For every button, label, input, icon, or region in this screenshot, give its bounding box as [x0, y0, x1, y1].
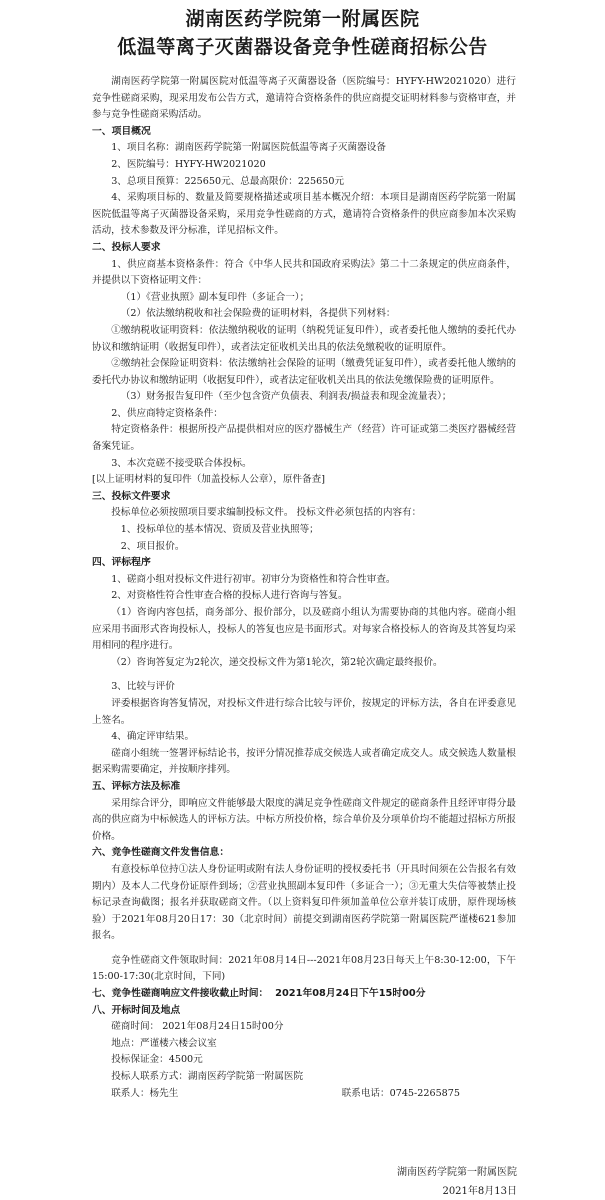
s3-p1: 投标单位必须按照项目要求编制投标文件。 投标文件必须包括的内容有： — [111, 507, 422, 519]
s4-p6: 评委根据咨询答复情况，对投标文件进行综合比较与评价，按规定的评标方法，各自在评委意见上签名。 — [92, 697, 516, 726]
announcement-body — [92, 74, 516, 1102]
section-5-heading: 五、评标方法及标准 — [92, 780, 181, 792]
s2-p9: 3、本次竞磋不接受联合体投标。 — [111, 457, 252, 469]
s8-time: 磋商时间： 2021年08月24日15时00分 — [111, 1021, 284, 1033]
section-1-heading: 一、项目概况 — [92, 125, 151, 137]
s4-p4: （2）咨询答复定为2轮次，递交投标文件为第1轮次，第2轮次确定最终报价。 — [111, 656, 443, 668]
s3-p2: 1、投标单位的基本情况、资质及营业执照等； — [120, 524, 319, 536]
s4-p2: 2、对资格性符合性审查合格的投标人进行咨询与答复。 — [111, 590, 348, 602]
s2-p5: ②缴纳社会保险证明资料：依法缴纳社会保险的证明（缴费凭证复印件），或者委托他人缴纳的委托代办协议和缴纳证明（收据复印件），或者法定征收机关出具的依法免缴保险费的证明原件。 — [92, 358, 516, 386]
section-7-heading — [92, 986, 516, 1003]
section-6-heading: 六、竞争性磋商文件发售信息： — [92, 847, 230, 859]
hospital-title: 湖南医药学院第一附属医院 — [185, 8, 420, 30]
signature-org: 湖南医药学院第一附属医院 — [397, 1167, 517, 1178]
section-2-heading: 二、投标人要求 — [92, 241, 161, 253]
section-8-heading: 八、开标时间及地点 — [92, 1004, 181, 1016]
s4-p5: 3、比较与评价 — [111, 681, 175, 693]
s5-p1: 采用综合评分，即响应文件能够最大限度的满足竞争性磋商文件规定的磋商条件且经评审得分最高的供应商为中标候选人的评标方法。中标方所投价格，综合单价及分项单价均不能超过招标方所报价格。 — [92, 797, 516, 842]
s8-place: 地点：严谨楼六楼会议室 — [111, 1037, 217, 1049]
section-3-heading: 三、投标文件要求 — [92, 490, 171, 502]
contact-phone: 联系电话：0745-2265875 — [341, 1087, 460, 1099]
s2-p10: [以上证明材料的复印件（加盖投标人公章），原件备查] — [92, 474, 325, 486]
s6-p2: 竞争性磋商文件领取时间：2021年08月14日---2021年08月23日每天上午8:30-12:00，下午15:00-17:30(北京时间，下同) — [92, 954, 516, 983]
s4-p3: （1）咨询内容包括，商务部分、报价部分，以及磋商小组认为需要协商的其他内容。磋商小组应采用书面形式咨询投标人，投标人的答复也应是书面形式。对每家合格投标人的咨询及其答复均采用相同的程序进行。 — [92, 607, 516, 652]
response-deadline: 2021年08月24日下午15时00分 — [275, 988, 426, 1000]
s2-p1: 1、供应商基本资格条件：符合《中华人民共和国政府采购法》第二十二条规定的供应商条件，并提供以下资格证明文件： — [92, 258, 516, 287]
announcement-title: 低温等离子灭菌器设备竞争性磋商招标公告 — [117, 36, 488, 58]
s6-p1: 有意投标单位持①法人身份证明或附有法人身份证明的授权委托书（开具时间须在公告报名有效期内）及本人二代身份证原件到场；②营业执照副本复印件（多证合一）；③无重大失信等被禁止投标记录查询截图；报名并获取磋商文件。（以上资料复印件须加盖单位公章并装订成册，原件现场核验）于2021年08月20日17：30（北京时间）前提交到湖南医药学院第一附属医院严谨楼621参加报名。 — [92, 863, 516, 942]
s3-p3: 2、项目报价。 — [120, 540, 185, 552]
intro-paragraph: 湖南医药学院第一附属医院对低温等离子灭菌器设备（医院编号：HYFY-HW2021020）进行竞争性磋商采购，现采用发布公告方式，邀请符合资格条件的供应商提交证明材料参与资格审查，并参与竞争性磋商采购活动。 — [92, 76, 516, 121]
s2-p2: （1）《营业执照》副本复印件（多证合一）； — [120, 291, 310, 303]
section-4-heading: 四、评标程序 — [92, 557, 151, 569]
s2-p3: （2）依法缴纳税收和社会保险费的证明材料，各提供下列材料： — [120, 308, 396, 320]
s2-p8: 特定资格条件：根据所投产品提供相对应的医疗器械生产（经营）许可证或第二类医疗器械经营备案凭证。 — [92, 424, 516, 453]
s2-p7: 2、供应商特定资格条件： — [111, 407, 223, 419]
s1-item-4: 4、采购项目标的、数量及简要规格描述或项目基本概况介绍：本项目是湖南医药学院第一附属医院低温等离子灭菌器设备采购，采用竞争性磋商的方式，邀请符合资格条件的供应商参加本次采购活动，技术参数及评分标准，详见招标文件。 — [92, 192, 516, 237]
signature-date: 2021年8月13日 — [442, 1186, 517, 1197]
s2-p4: ①缴纳税收证明资料：依法缴纳税收的证明（纳税凭证复印件），或者委托他人缴纳的委托代办协议和缴纳证明（收据复印件），或者法定征收机关出具的依法免缴税收的证明原件。 — [92, 324, 516, 353]
s2-p6: （3）财务报告复印件（至少包含资产负债表、利润表/损益表和现金流量表）； — [120, 391, 452, 403]
s1-item-3: 3、总项目预算：225650元、总最高限价：225650元 — [111, 175, 345, 187]
section-7-label: 七、竞争性磋商响应文件接收截止时间： — [92, 988, 269, 1000]
s4-p7: 4、确定评审结果。 — [111, 731, 195, 743]
s8-contact-way: 投标人联系方式：湖南医药学院第一附属医院 — [111, 1071, 304, 1083]
s4-p1: 1、磋商小组对投标文件进行初审。初审分为资格性和符合性审查。 — [111, 573, 396, 585]
contact-person: 联系人：杨先生 — [111, 1087, 179, 1099]
s4-p8: 磋商小组统一签署评标结论书，按评分情况推荐成交候选人或者确定成交人。成交候选人数量根据采购需要确定，并按顺序排列。 — [92, 747, 516, 776]
s8-deposit: 投标保证金：4500元 — [111, 1054, 203, 1066]
s1-item-2: 2、医院编号：HYFY-HW2021020 — [111, 158, 266, 170]
contact-row — [92, 1086, 516, 1103]
s1-item-1: 1、项目名称：湖南医药学院第一附属医院低温等离子灭菌器设备 — [111, 142, 386, 154]
